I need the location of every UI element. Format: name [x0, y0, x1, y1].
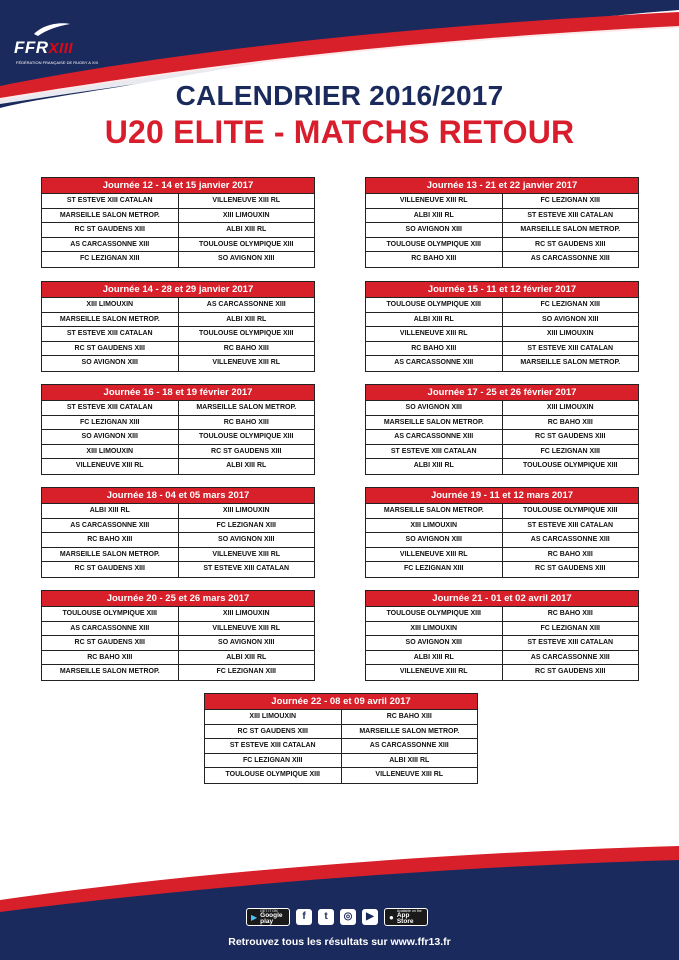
away-team: AS CARCASSONNE XIII [530, 653, 610, 661]
match-row [42, 504, 314, 519]
logo-subtitle: FÉDÉRATION FRANÇAISE DE RUGBY A XIII [16, 60, 98, 65]
footer-text: Retrouvez tous les résultats sur www.ffr13.fr [228, 936, 451, 948]
journee-title: Journée 15 - 11 et 12 février 2017 [366, 282, 638, 298]
match-row [42, 356, 314, 371]
home-team: ALBI XIII RL [366, 209, 503, 223]
home-team: AS CARCASSONNE XIII [366, 356, 503, 371]
match-row [366, 548, 638, 563]
away-team: SO AVIGNON XIII [542, 315, 599, 323]
facebook-icon[interactable]: f [296, 909, 312, 925]
away-team: SO AVIGNON XIII [218, 255, 275, 263]
journee-title: Journée 13 - 21 et 22 janvier 2017 [366, 178, 638, 194]
home-team: SO AVIGNON XIII [366, 533, 503, 547]
match-row [42, 665, 314, 680]
youtube-icon[interactable]: ▶ [362, 909, 378, 925]
journee-title: Journée 22 - 08 et 09 avril 2017 [205, 694, 477, 710]
home-team: RC BAHO XIII [42, 533, 179, 547]
home-team: XIII LIMOUXIN [42, 445, 179, 459]
match-row [42, 238, 314, 253]
journee-title: Journée 17 - 25 et 26 février 2017 [366, 385, 638, 401]
home-team: FC LEZIGNAN XIII [42, 416, 179, 430]
match-row [42, 298, 314, 313]
journee-table [41, 177, 315, 268]
away-team: AS CARCASSONNE XIII [530, 255, 610, 263]
home-team: MARSEILLE SALON METROP. [366, 504, 503, 518]
match-row [42, 445, 314, 460]
match-row [42, 252, 314, 267]
away-team: VILLENEUVE XIII RL [212, 359, 281, 367]
google-play-label: Google play [260, 912, 283, 925]
away-team: FC LEZIGNAN XIII [540, 301, 600, 308]
match-row [42, 651, 314, 666]
ffr-logo [14, 30, 104, 70]
journee-table [204, 693, 478, 784]
home-team: ALBI XIII RL [42, 504, 179, 518]
google-play-small: GET IT ON [260, 909, 278, 913]
match-row [366, 459, 638, 474]
home-team: AS CARCASSONNE XIII [42, 238, 179, 252]
home-team: AS CARCASSONNE XIII [366, 430, 503, 444]
away-team: RC ST GAUDENS XIII [211, 447, 282, 455]
home-team: XIII LIMOUXIN [42, 298, 179, 312]
page-subtitle: U20 ELITE - MATCHS RETOUR [104, 114, 575, 150]
home-team: VILLENEUVE XIII RL [366, 548, 503, 562]
journee-title: Journée 18 - 04 et 05 mars 2017 [42, 488, 314, 504]
away-team: MARSEILLE SALON METROP. [196, 404, 297, 411]
match-row [42, 313, 314, 328]
match-row [42, 223, 314, 238]
match-row [366, 636, 638, 651]
journee-title: Journée 16 - 18 et 19 février 2017 [42, 385, 314, 401]
home-team: RC BAHO XIII [366, 342, 503, 356]
home-team: AS CARCASSONNE XIII [42, 622, 179, 636]
page-title: CALENDRIER 2016/2017 [175, 80, 504, 111]
away-team: XIII LIMOUXIN [222, 211, 270, 219]
google-play-icon: ▶ [251, 912, 258, 922]
match-row [42, 327, 314, 342]
away-team: RC ST GAUDENS XIII [535, 668, 606, 676]
home-team: VILLENEUVE XIII RL [366, 327, 503, 341]
away-team: RC BAHO XIII [223, 344, 269, 352]
journee-title: Journée 14 - 28 et 29 janvier 2017 [42, 282, 314, 298]
home-team: TOULOUSE OLYMPIQUE XIII [366, 607, 503, 621]
match-row [42, 607, 314, 622]
home-team: VILLENEUVE XIII RL [42, 459, 179, 474]
journee-table [41, 281, 315, 372]
home-team: TOULOUSE OLYMPIQUE XIII [366, 238, 503, 252]
match-row [366, 665, 638, 680]
home-team: AS CARCASSONNE XIII [42, 519, 179, 533]
away-team: RC BAHO XIII [223, 418, 269, 426]
home-team: RC ST GAUDENS XIII [42, 636, 179, 650]
away-team: SO AVIGNON XIII [218, 536, 275, 544]
home-team: FC LEZIGNAN XIII [42, 252, 179, 267]
match-row [366, 342, 638, 357]
away-team: AS CARCASSONNE XIII [369, 742, 449, 750]
match-row [366, 298, 638, 313]
match-row [366, 223, 638, 238]
home-team: FC LEZIGNAN XIII [366, 562, 503, 577]
twitter-icon[interactable]: t [318, 909, 334, 925]
journee-title: Journée 12 - 14 et 15 janvier 2017 [42, 178, 314, 194]
away-team: ST ESTEVE XIII CATALAN [527, 344, 614, 352]
away-team: FC LEZIGNAN XIII [540, 197, 600, 204]
home-team: TOULOUSE OLYMPIQUE XIII [205, 768, 342, 783]
match-row [366, 356, 638, 371]
away-team: ALBI XIII RL [389, 756, 430, 764]
app-store-badge[interactable] [384, 908, 428, 926]
home-team: ST ESTEVE XIII CATALAN [366, 445, 503, 459]
match-row [205, 710, 477, 725]
home-team: VILLENEUVE XIII RL [366, 194, 503, 208]
home-team: SO AVIGNON XIII [366, 223, 503, 237]
match-row [42, 459, 314, 474]
away-team: AS CARCASSONNE XIII [206, 301, 286, 308]
away-team: ST ESTEVE XIII CATALAN [527, 639, 614, 647]
away-team: XIII LIMOUXIN [546, 404, 594, 411]
home-team: SO AVIGNON XIII [42, 430, 179, 444]
away-team: ST ESTEVE XIII CATALAN [527, 211, 614, 219]
away-team: ST ESTEVE XIII CATALAN [527, 521, 614, 529]
away-team: ALBI XIII RL [226, 315, 267, 323]
journee-table [365, 177, 639, 268]
home-team: ST ESTEVE XIII CATALAN [42, 401, 179, 415]
match-row [205, 768, 477, 783]
home-team: VILLENEUVE XIII RL [366, 665, 503, 680]
away-team: ALBI XIII RL [226, 653, 267, 661]
match-row [205, 754, 477, 769]
away-team: RC ST GAUDENS XIII [535, 565, 606, 573]
away-team: MARSEILLE SALON METROP. [359, 727, 460, 735]
away-team: VILLENEUVE XIII RL [212, 624, 281, 632]
home-team: RC BAHO XIII [366, 252, 503, 267]
home-team: ALBI XIII RL [366, 459, 503, 474]
match-row [366, 651, 638, 666]
apple-icon: ● [389, 912, 394, 922]
away-team: RC BAHO XIII [547, 550, 593, 558]
home-team: XIII LIMOUXIN [205, 710, 342, 724]
match-row [366, 401, 638, 416]
away-team: TOULOUSE OLYMPIQUE XIII [198, 330, 294, 338]
home-team: MARSEILLE SALON METROP. [42, 665, 179, 680]
away-team: RC ST GAUDENS XIII [535, 433, 606, 441]
away-team: ST ESTEVE XIII CATALAN [203, 565, 290, 573]
match-row [366, 238, 638, 253]
match-row [366, 533, 638, 548]
home-team: RC BAHO XIII [42, 651, 179, 665]
journee-table [365, 487, 639, 578]
home-team: ALBI XIII RL [366, 313, 503, 327]
away-team: RC BAHO XIII [547, 418, 593, 426]
home-team: XIII LIMOUXIN [366, 622, 503, 636]
away-team: ALBI XIII RL [226, 462, 267, 470]
footer-icons [246, 908, 428, 926]
away-team: FC LEZIGNAN XIII [216, 668, 276, 676]
home-team: MARSEILLE SALON METROP. [42, 548, 179, 562]
match-row [42, 519, 314, 534]
match-row [366, 416, 638, 431]
journee-table [365, 281, 639, 372]
logo-text: FFRXIII [14, 38, 74, 57]
away-team: FC LEZIGNAN XIII [540, 447, 600, 455]
app-store-label: App Store [396, 912, 414, 925]
match-row [366, 430, 638, 445]
journee-title: Journée 20 - 25 et 26 mars 2017 [42, 591, 314, 607]
match-row [42, 430, 314, 445]
journee-title: Journée 21 - 01 et 02 avril 2017 [366, 591, 638, 607]
away-team: FC LEZIGNAN XIII [540, 624, 600, 632]
home-team: SO AVIGNON XIII [366, 401, 503, 415]
match-row [366, 445, 638, 460]
google-play-badge[interactable] [246, 908, 290, 926]
match-row [205, 725, 477, 740]
match-row [366, 562, 638, 577]
match-row [42, 401, 314, 416]
match-row [366, 622, 638, 637]
away-team: MARSEILLE SALON METROP. [520, 226, 621, 234]
away-team: XIII LIMOUXIN [222, 610, 270, 617]
home-team: RC ST GAUDENS XIII [42, 562, 179, 577]
home-team: ST ESTEVE XIII CATALAN [205, 739, 342, 753]
away-team: XIII LIMOUXIN [546, 330, 594, 338]
home-team: RC ST GAUDENS XIII [42, 223, 179, 237]
match-row [366, 519, 638, 534]
home-team: ST ESTEVE XIII CATALAN [42, 327, 179, 341]
home-team: ALBI XIII RL [366, 651, 503, 665]
match-row [42, 622, 314, 637]
match-row [366, 252, 638, 267]
journee-title: Journée 19 - 11 et 12 mars 2017 [366, 488, 638, 504]
away-team: SO AVIGNON XIII [218, 639, 275, 647]
home-team: TOULOUSE OLYMPIQUE XIII [42, 607, 179, 621]
away-team: VILLENEUVE XIII RL [212, 197, 281, 204]
away-team: MARSEILLE SALON METROP. [520, 359, 621, 367]
home-team: MARSEILLE SALON METROP. [42, 313, 179, 327]
away-team: ALBI XIII RL [226, 226, 267, 234]
home-team: SO AVIGNON XIII [42, 356, 179, 371]
away-team: VILLENEUVE XIII RL [375, 771, 444, 779]
journee-table [41, 487, 315, 578]
journee-table [365, 384, 639, 475]
match-row [42, 533, 314, 548]
away-team: FC LEZIGNAN XIII [216, 521, 276, 529]
match-row [366, 209, 638, 224]
away-team: TOULOUSE OLYMPIQUE XIII [522, 462, 618, 470]
home-team: TOULOUSE OLYMPIQUE XIII [366, 298, 503, 312]
home-team: FC LEZIGNAN XIII [205, 754, 342, 768]
away-team: AS CARCASSONNE XIII [530, 536, 610, 544]
match-row [366, 607, 638, 622]
match-row [366, 327, 638, 342]
app-store-small: Available on the [396, 909, 422, 913]
match-row [42, 416, 314, 431]
away-team: TOULOUSE OLYMPIQUE XIII [198, 240, 294, 248]
match-row [42, 636, 314, 651]
home-team: MARSEILLE SALON METROP. [42, 209, 179, 223]
match-row [366, 313, 638, 328]
logo-xiii: XIII [48, 40, 74, 57]
journee-table [41, 384, 315, 475]
match-row [366, 194, 638, 209]
home-team: XIII LIMOUXIN [366, 519, 503, 533]
journee-table [365, 590, 639, 681]
away-team: VILLENEUVE XIII RL [212, 550, 281, 558]
instagram-icon[interactable]: ◎ [340, 909, 356, 925]
match-row [42, 209, 314, 224]
match-row [42, 194, 314, 209]
match-row [366, 504, 638, 519]
home-team: MARSEILLE SALON METROP. [366, 416, 503, 430]
match-row [42, 548, 314, 563]
away-team: RC BAHO XIII [547, 610, 593, 617]
match-row [205, 739, 477, 754]
match-row [42, 342, 314, 357]
away-team: RC ST GAUDENS XIII [535, 240, 606, 248]
home-team: RC ST GAUDENS XIII [42, 342, 179, 356]
home-team: ST ESTEVE XIII CATALAN [42, 194, 179, 208]
journee-table [41, 590, 315, 681]
away-team: XIII LIMOUXIN [222, 507, 270, 514]
away-team: TOULOUSE OLYMPIQUE XIII [198, 433, 294, 441]
logo-swoosh-icon [32, 22, 72, 36]
away-team: TOULOUSE OLYMPIQUE XIII [522, 507, 618, 514]
home-team: RC ST GAUDENS XIII [205, 725, 342, 739]
match-row [42, 562, 314, 577]
home-team: SO AVIGNON XIII [366, 636, 503, 650]
away-team: RC BAHO XIII [386, 713, 432, 720]
